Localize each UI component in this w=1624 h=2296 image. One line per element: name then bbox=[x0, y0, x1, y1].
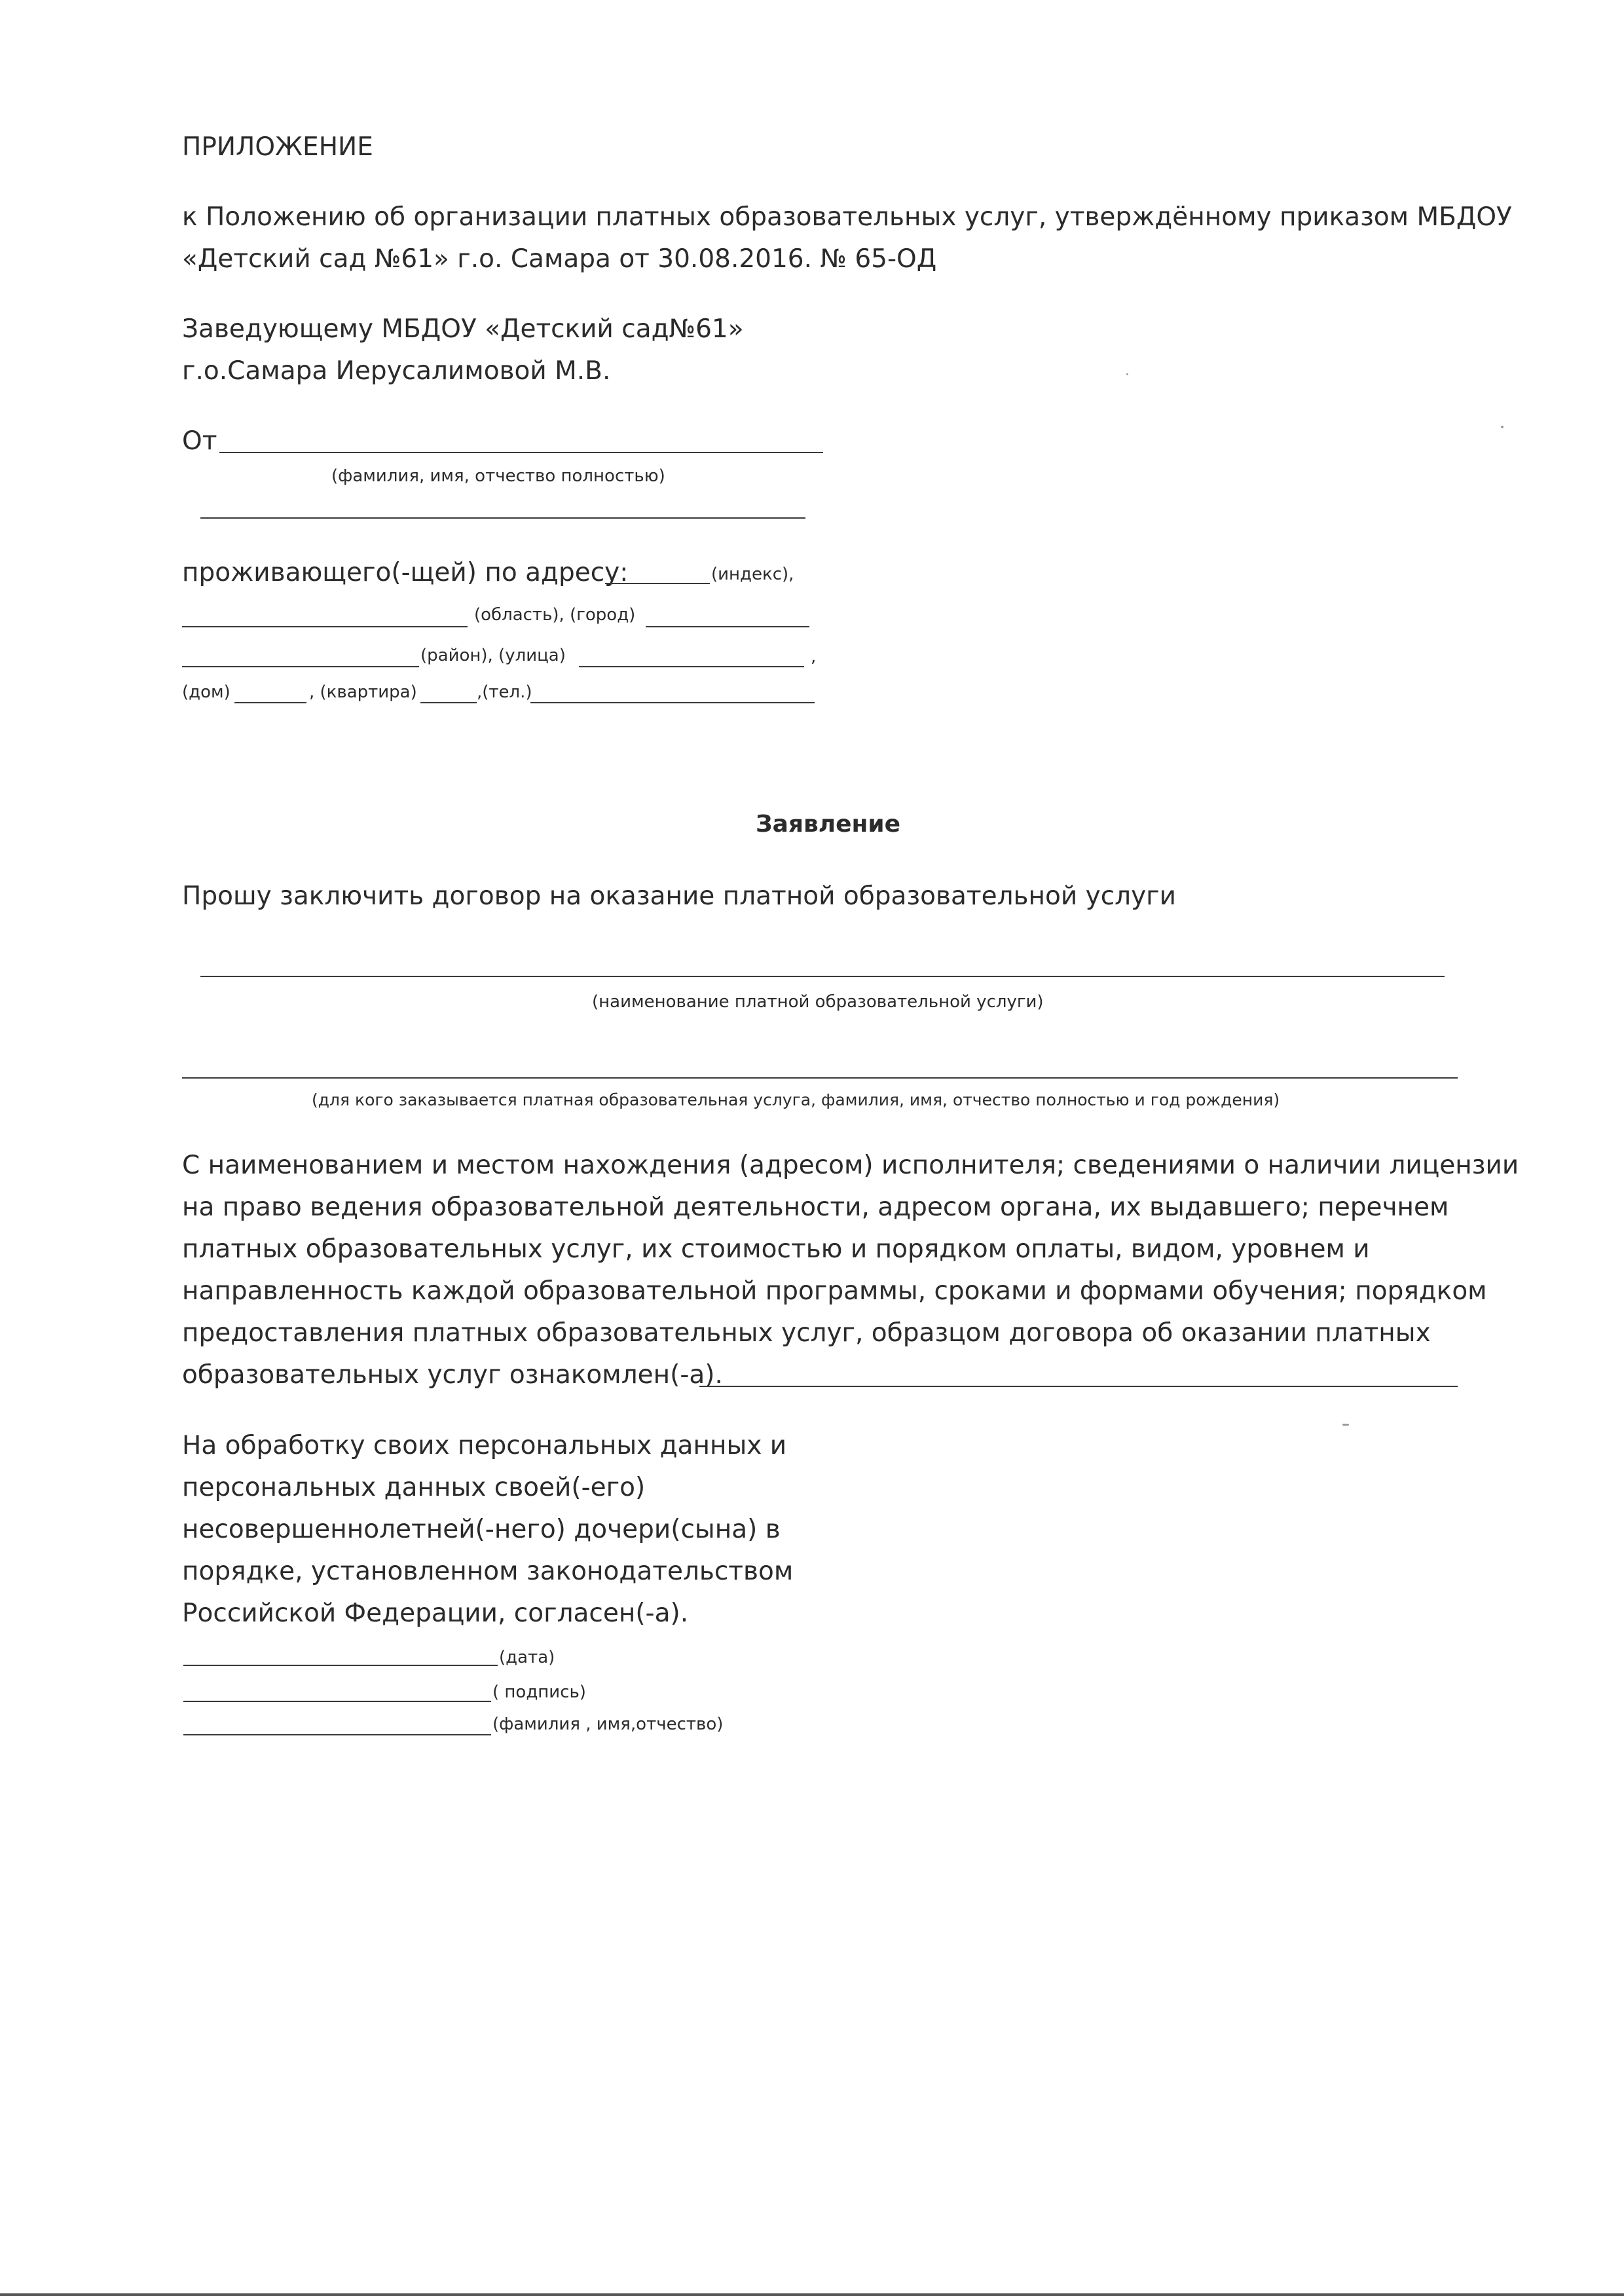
apartment-line[interactable] bbox=[420, 702, 477, 703]
acknowledgement-signature-line[interactable] bbox=[699, 1386, 1458, 1387]
signature-hint: ( подпись) bbox=[492, 1682, 586, 1702]
consent-line: несовершеннолетней(-него) дочери(сына) в bbox=[182, 1515, 781, 1544]
appendix-title: ПРИЛОЖЕНИЕ bbox=[182, 132, 373, 162]
house-hint: (дом) bbox=[182, 682, 231, 702]
acknowledgement-line: на право ведения образовательной деятельности, адресом органа, их выдавшего; перечнем bbox=[182, 1193, 1449, 1222]
consent-paragraph bbox=[182, 1425, 793, 1635]
phone-line[interactable] bbox=[530, 702, 815, 703]
appendix-reference-line-1: к Положению об организации платных образовательных услуг, утверждённому приказом МБДОУ bbox=[182, 202, 1512, 232]
consent-line: порядке, установленном законодательством bbox=[182, 1557, 794, 1586]
apartment-hint: , (квартира) bbox=[309, 682, 417, 702]
acknowledgement-line: образовательных услуг ознакомлен(-а). bbox=[182, 1360, 723, 1390]
phone-hint: ,(тел.) bbox=[477, 682, 532, 702]
acknowledgement-paragraph bbox=[182, 1145, 1519, 1396]
date-line[interactable] bbox=[183, 1665, 498, 1666]
addressee-line-1: Заведующему МБДОУ «Детский сад№61» bbox=[182, 314, 744, 344]
date-hint: (дата) bbox=[499, 1648, 555, 1667]
city-line[interactable] bbox=[646, 626, 809, 627]
addressee-line-2: г.о.Самара Иерусалимовой М.В. bbox=[182, 356, 611, 386]
scan-speck bbox=[1126, 373, 1128, 375]
house-line[interactable] bbox=[234, 702, 306, 703]
from-label: От bbox=[182, 426, 217, 456]
service-name-line[interactable] bbox=[200, 976, 1445, 977]
signature-line[interactable] bbox=[183, 1701, 491, 1702]
index-hint: (индекс), bbox=[711, 565, 794, 584]
acknowledgement-line: платных образовательных услуг, их стоимостью и порядком оплаты, видом, уровнем и bbox=[182, 1234, 1370, 1264]
from-fio-line[interactable] bbox=[219, 452, 823, 453]
scan-bottom-edge bbox=[0, 2293, 1624, 2296]
consent-line: Российской Федерации, согласен(-а). bbox=[182, 1599, 689, 1628]
street-line[interactable] bbox=[579, 666, 804, 667]
scan-speck bbox=[1501, 426, 1504, 428]
region-city-hint: (область), (город) bbox=[474, 605, 636, 625]
index-line[interactable] bbox=[605, 583, 710, 584]
address-comma: , bbox=[811, 647, 817, 667]
consent-line: На обработку своих персональных данных и bbox=[182, 1431, 787, 1460]
acknowledgement-line: предоставления платных образовательных услуг, образцом договора об оказании платных bbox=[182, 1318, 1431, 1348]
for-whom-line[interactable] bbox=[182, 1077, 1458, 1079]
residing-label: проживающего(-щей) по адресу: bbox=[182, 558, 629, 587]
acknowledgement-line: С наименованием и местом нахождения (адресом) исполнителя; сведениями о наличии лицензии bbox=[182, 1151, 1519, 1180]
statement-title: Заявление bbox=[756, 811, 901, 838]
district-line[interactable] bbox=[182, 666, 419, 667]
appendix-reference-line-2: «Детский сад №61» г.о. Самара от 30.08.2016. № 65-ОД bbox=[182, 244, 937, 274]
from-fio-hint: (фамилия, имя, отчество полностью) bbox=[331, 466, 665, 486]
consent-line: персональных данных своей(-его) bbox=[182, 1473, 646, 1502]
acknowledgement-line: направленность каждой образовательной программы, сроками и формами обучения; порядком bbox=[182, 1276, 1487, 1306]
signature-fio-hint: (фамилия , имя,отчество) bbox=[492, 1714, 724, 1734]
signature-fio-line[interactable] bbox=[183, 1734, 491, 1735]
service-name-hint: (наименование платной образовательной услуги) bbox=[592, 992, 1044, 1012]
scan-speck bbox=[1342, 1424, 1349, 1426]
district-street-hint: (район), (улица) bbox=[420, 646, 566, 665]
request-text: Прошу заключить договор на оказание платной образовательной услуги bbox=[182, 881, 1176, 911]
for-whom-hint: (для кого заказывается платная образовательная услуга, фамилия, имя, отчество полностью и год рождения) bbox=[312, 1090, 1280, 1109]
region-line[interactable] bbox=[182, 626, 468, 627]
from-fio-line-2[interactable] bbox=[200, 517, 805, 519]
